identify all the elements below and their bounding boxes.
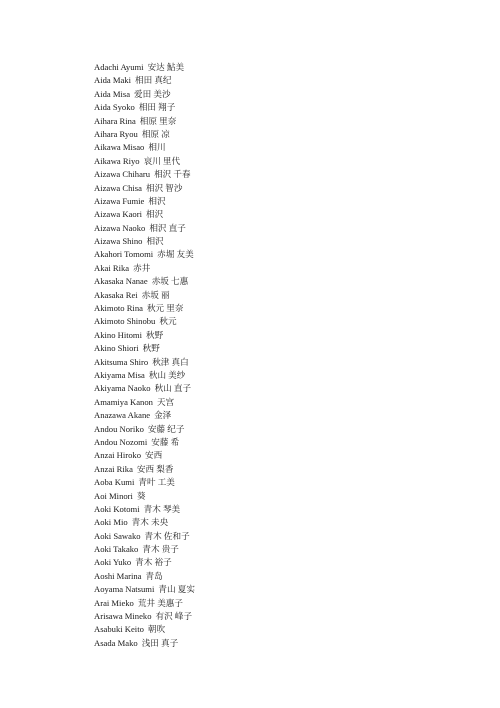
romaji-name: Akino Shiori bbox=[94, 343, 139, 354]
romaji-name: Akimoto Shinobu bbox=[94, 316, 156, 327]
kanji-name: 有沢 峰子 bbox=[155, 611, 193, 622]
name-entry bbox=[94, 423, 195, 436]
kanji-name: 荒井 美惠子 bbox=[137, 597, 183, 608]
kanji-name: 赤坂 丽 bbox=[141, 289, 170, 300]
name-entry bbox=[94, 329, 195, 342]
romaji-name: Arisawa Mineko bbox=[94, 611, 152, 622]
romaji-name: Aida Maki bbox=[94, 75, 131, 86]
kanji-name: 相原 凉 bbox=[141, 128, 170, 139]
romaji-name: Anzai Rika bbox=[94, 463, 133, 474]
kanji-name: 浅田 真子 bbox=[141, 637, 179, 648]
romaji-name: Aizawa Kaori bbox=[94, 209, 142, 220]
kanji-name: 相田 翔子 bbox=[138, 102, 176, 113]
kanji-name: 秋山 美纱 bbox=[148, 369, 186, 380]
kanji-name: 相沢 智沙 bbox=[145, 182, 183, 193]
kanji-name: 青山 夏实 bbox=[158, 584, 195, 595]
name-entry bbox=[94, 409, 195, 422]
kanji-name: 青木 裕子 bbox=[135, 557, 172, 568]
name-entry bbox=[94, 315, 195, 328]
romaji-name: Aihara Rina bbox=[94, 115, 136, 126]
romaji-name: Akitsuma Shiro bbox=[94, 356, 149, 367]
romaji-name: Aihara Ryou bbox=[94, 128, 138, 139]
romaji-name: Asada Mako bbox=[94, 637, 138, 648]
name-entry bbox=[94, 356, 195, 369]
name-entry bbox=[94, 369, 195, 382]
kanji-name: 秋野 bbox=[145, 329, 164, 340]
romaji-name: Aoki Takako bbox=[94, 544, 139, 555]
romaji-name: Akiyama Naoko bbox=[94, 383, 151, 394]
kanji-name: 秋元 bbox=[159, 316, 177, 327]
kanji-name: 爱田 美沙 bbox=[134, 88, 171, 99]
name-entry bbox=[94, 115, 195, 128]
romaji-name: Aoi Minori bbox=[94, 490, 133, 501]
name-entry bbox=[94, 583, 195, 596]
romaji-name: Amamiya Kanon bbox=[94, 396, 153, 407]
romaji-name: Adachi Ayumi bbox=[94, 62, 144, 72]
name-entry bbox=[94, 623, 195, 636]
name-entry bbox=[94, 490, 195, 503]
kanji-name: 安西 bbox=[145, 450, 163, 461]
name-entry bbox=[94, 436, 195, 449]
romaji-name: Aizawa Fumie bbox=[94, 195, 145, 206]
romaji-name: Aikawa Misao bbox=[94, 142, 145, 153]
kanji-name: 相原 里奈 bbox=[139, 115, 177, 126]
romaji-name: Aida Misa bbox=[94, 88, 131, 99]
romaji-name: Akasaka Rei bbox=[94, 289, 138, 300]
romaji-name: Aoki Yuko bbox=[94, 557, 132, 568]
kanji-name: 青木 琴美 bbox=[143, 503, 181, 514]
name-entry bbox=[94, 342, 195, 355]
name-entry bbox=[94, 88, 195, 101]
romaji-name: Aizawa Naoko bbox=[94, 222, 146, 233]
kanji-name: 秋山 直子 bbox=[154, 383, 192, 394]
romaji-name: Aizawa Chiharu bbox=[94, 169, 151, 180]
name-entry bbox=[94, 262, 195, 275]
kanji-name: 相川 bbox=[148, 142, 166, 153]
kanji-name: 安藤 纪子 bbox=[147, 423, 185, 434]
romaji-name: Andou Nozomi bbox=[94, 436, 148, 447]
name-entry bbox=[94, 503, 195, 516]
kanji-name: 秋元 里奈 bbox=[146, 303, 184, 314]
kanji-name: 相沢 bbox=[148, 195, 166, 206]
name-entry bbox=[94, 597, 195, 610]
kanji-name: 青叶 工美 bbox=[138, 477, 175, 488]
kanji-name: 相沢 bbox=[146, 236, 164, 247]
name-entry bbox=[94, 530, 195, 543]
kanji-name: 赤井 bbox=[133, 262, 151, 273]
romaji-name: Anazawa Akane bbox=[94, 410, 151, 421]
kanji-name: 赤坂 七惠 bbox=[151, 276, 189, 287]
kanji-name: 秋津 真白 bbox=[152, 356, 189, 367]
name-entry bbox=[94, 182, 195, 195]
name-list bbox=[94, 61, 195, 650]
romaji-name: Aida Syoko bbox=[94, 102, 135, 113]
name-entry bbox=[94, 396, 195, 409]
kanji-name: 赤堀 友美 bbox=[157, 249, 194, 260]
name-entry bbox=[94, 289, 195, 302]
kanji-name: 安藤 希 bbox=[151, 436, 180, 447]
romaji-name: Aikawa Riyo bbox=[94, 155, 140, 166]
kanji-name: 相田 真纪 bbox=[135, 75, 172, 86]
name-entry bbox=[94, 208, 195, 221]
name-entry bbox=[94, 168, 195, 181]
romaji-name: Akiyama Misa bbox=[94, 369, 145, 380]
kanji-name: 相沢 千春 bbox=[154, 169, 191, 180]
kanji-name: 青木 未央 bbox=[131, 517, 169, 528]
name-entry bbox=[94, 128, 195, 141]
name-entry bbox=[94, 476, 195, 489]
romaji-name: Akahori Tomomi bbox=[94, 249, 154, 260]
romaji-name: Aizawa Chisa bbox=[94, 182, 142, 193]
kanji-name: 青岛 bbox=[145, 570, 163, 581]
kanji-name: 哀川 里代 bbox=[143, 155, 181, 166]
romaji-name: Akino Hitomi bbox=[94, 329, 142, 340]
romaji-name: Andou Noriko bbox=[94, 423, 144, 434]
name-entry bbox=[94, 302, 195, 315]
name-entry bbox=[94, 637, 195, 650]
name-entry bbox=[94, 570, 195, 583]
romaji-name: Akai Rika bbox=[94, 262, 130, 273]
name-entry bbox=[94, 556, 195, 569]
name-entry bbox=[94, 610, 195, 623]
name-entry bbox=[94, 61, 195, 74]
name-entry bbox=[94, 248, 195, 261]
name-entry bbox=[94, 516, 195, 529]
romaji-name: Akasaka Nanae bbox=[94, 276, 148, 287]
name-entry bbox=[94, 74, 195, 87]
romaji-name: Akimoto Rina bbox=[94, 303, 143, 314]
kanji-name: 金泽 bbox=[154, 410, 172, 421]
name-entry bbox=[94, 463, 195, 476]
kanji-name: 相沢 bbox=[145, 209, 164, 220]
romaji-name: Aoki Mio bbox=[94, 517, 128, 528]
romaji-name: Aoki Sawako bbox=[94, 530, 141, 541]
kanji-name: 葵 bbox=[136, 490, 146, 501]
name-entry bbox=[94, 195, 195, 208]
name-entry bbox=[94, 275, 195, 288]
name-entry bbox=[94, 543, 195, 556]
kanji-name: 相沢 直子 bbox=[149, 222, 186, 233]
name-entry bbox=[94, 449, 195, 462]
name-entry bbox=[94, 141, 195, 154]
romaji-name: Arai Mieko bbox=[94, 597, 134, 608]
romaji-name: Anzai Hiroko bbox=[94, 450, 142, 461]
name-entry bbox=[94, 101, 195, 114]
romaji-name: Aizawa Shino bbox=[94, 236, 143, 247]
name-entry bbox=[94, 235, 195, 248]
kanji-name: 朝吹 bbox=[147, 624, 166, 635]
kanji-name: 青木 贵子 bbox=[142, 544, 179, 555]
romaji-name: Aoshi Marina bbox=[94, 570, 142, 581]
kanji-name: 青木 佐和子 bbox=[144, 530, 190, 541]
kanji-name: 秋野 bbox=[142, 343, 160, 354]
kanji-name: 安西 梨香 bbox=[136, 463, 174, 474]
romaji-name: Aoba Kumi bbox=[94, 477, 135, 488]
kanji-name: 天宫 bbox=[156, 396, 175, 407]
name-entry bbox=[94, 382, 195, 395]
romaji-name: Asabuki Keito bbox=[94, 624, 144, 635]
kanji-name: 安达 鮎美 bbox=[147, 62, 185, 72]
romaji-name: Aoyama Natsumi bbox=[94, 584, 155, 595]
name-entry bbox=[94, 155, 195, 168]
name-entry bbox=[94, 222, 195, 235]
romaji-name: Aoki Kotomi bbox=[94, 503, 140, 514]
